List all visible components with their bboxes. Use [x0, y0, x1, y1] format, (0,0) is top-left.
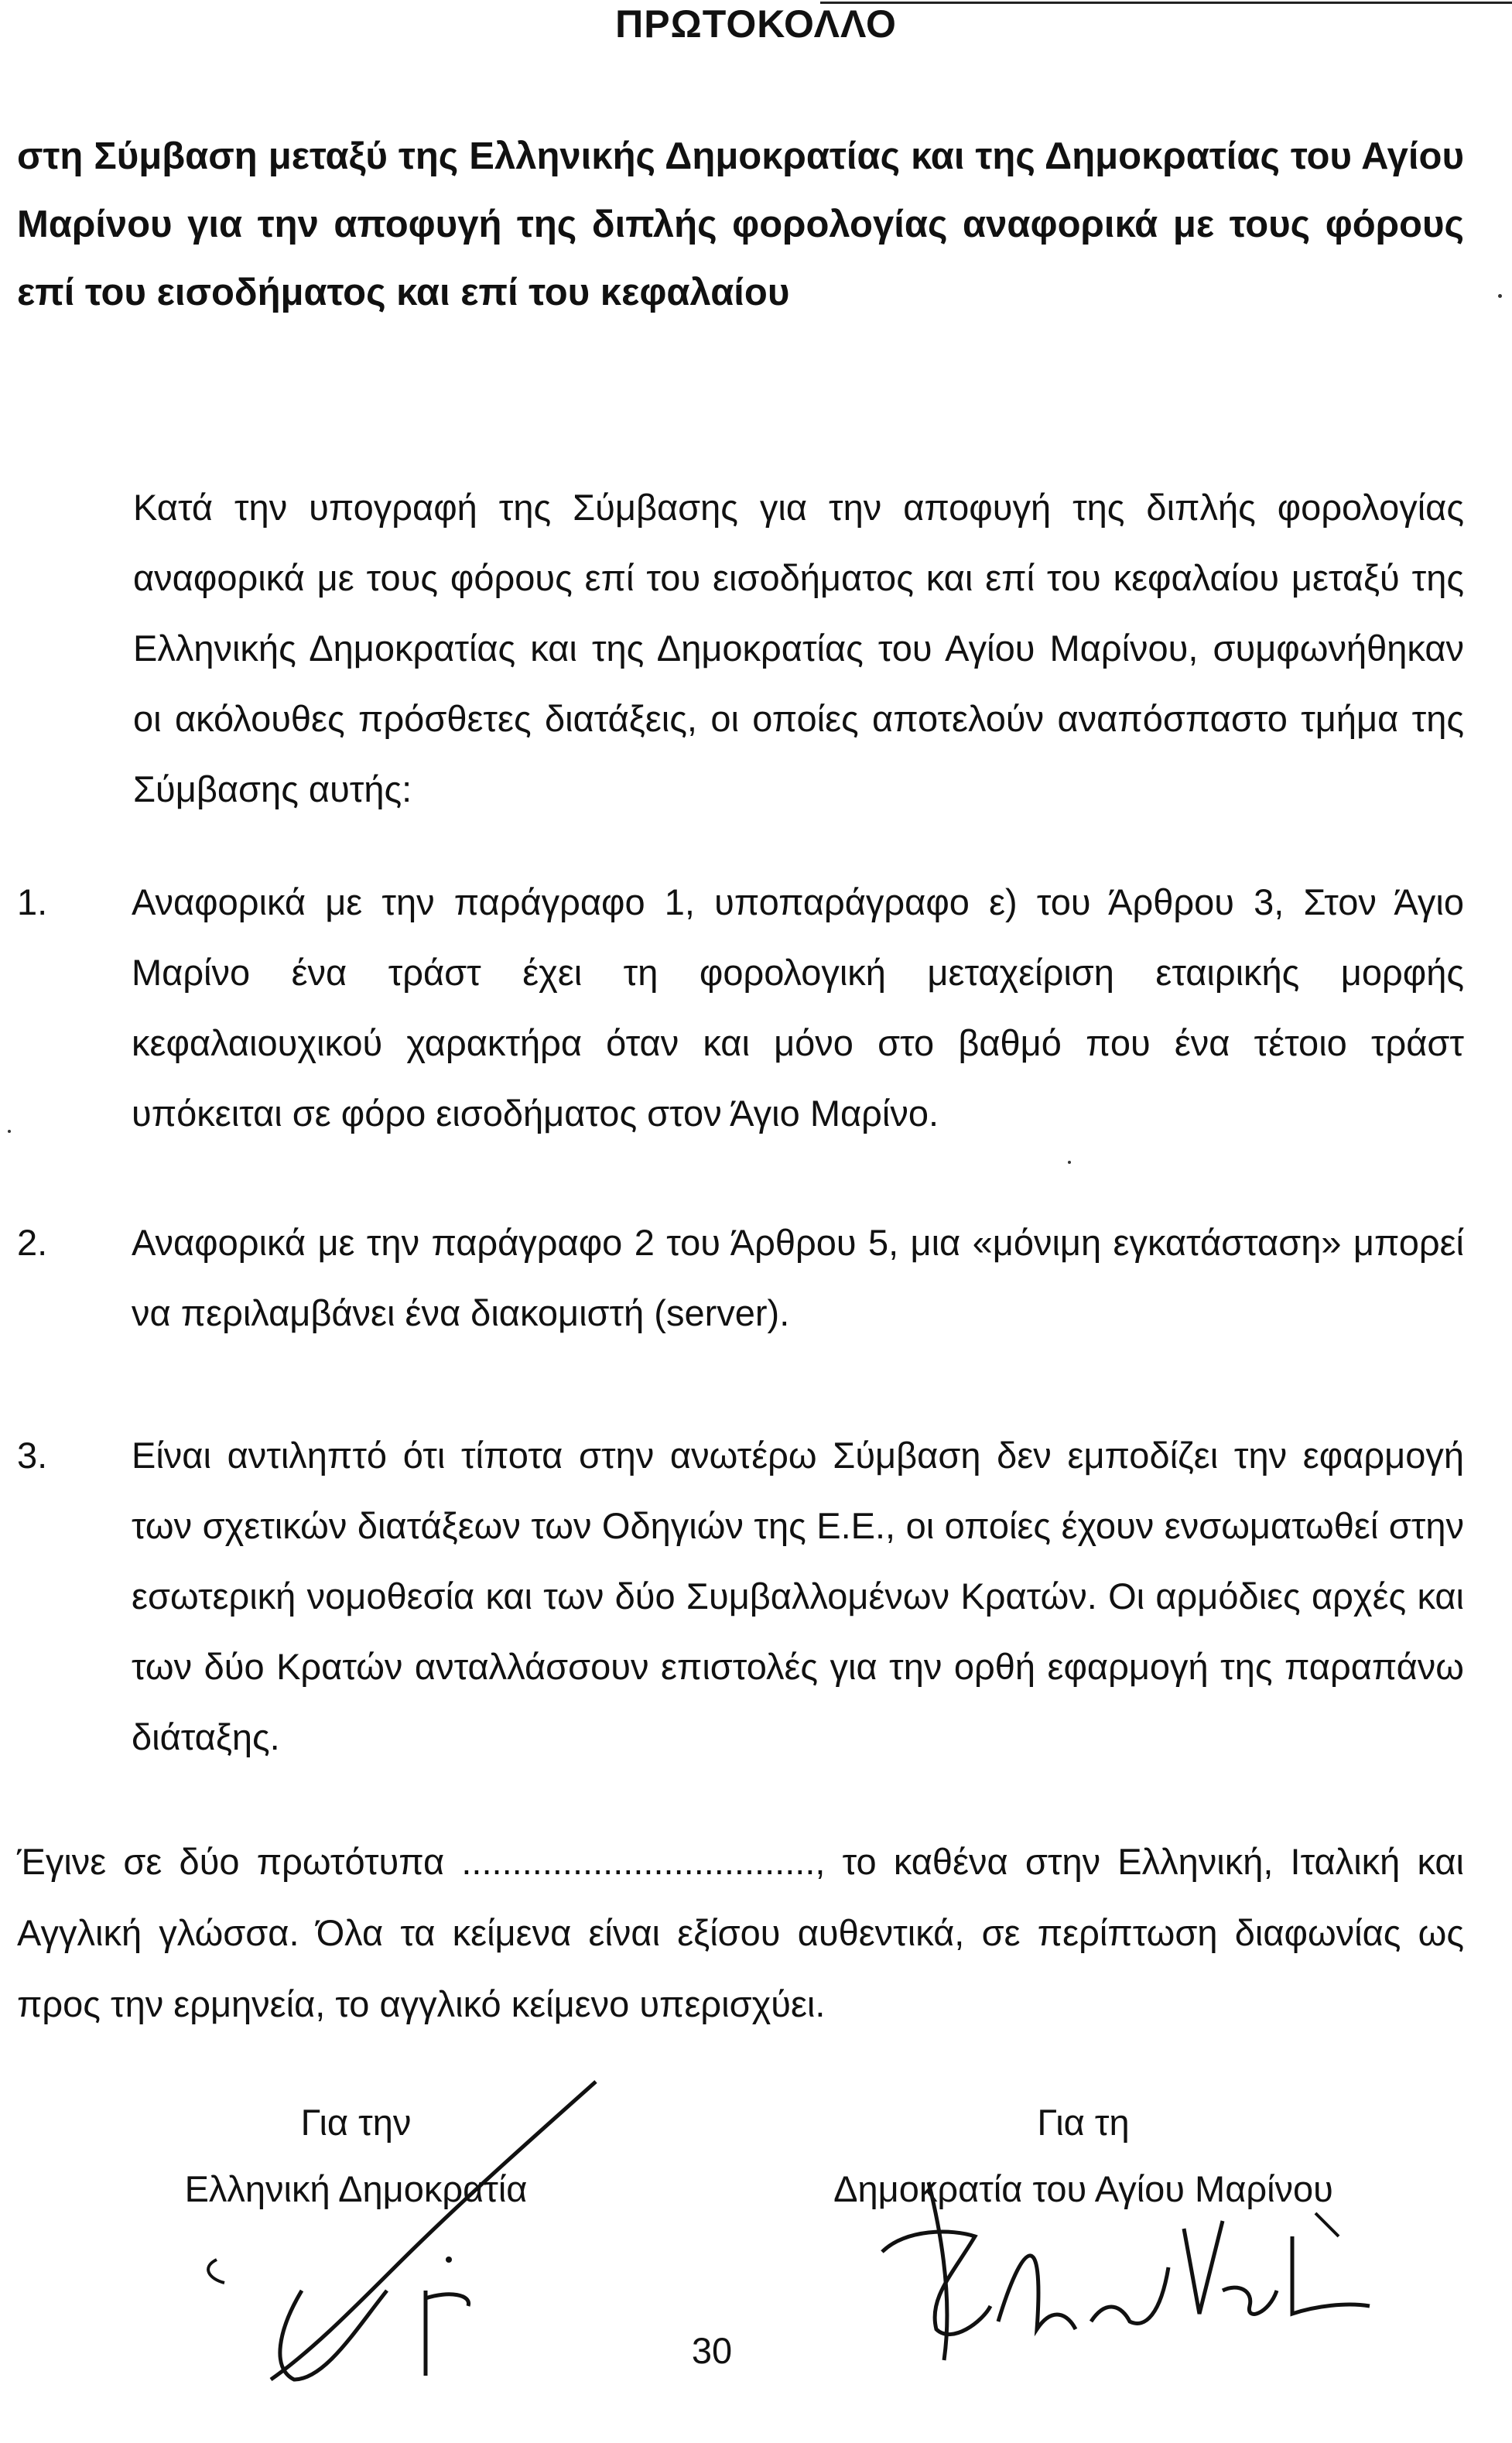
san-marino-handwritten-signature	[836, 2151, 1377, 2383]
signatory-country: Ελληνική Δημοκρατία	[184, 2168, 528, 2209]
scan-speck	[1068, 1161, 1071, 1164]
provision-text: Αναφορικά με την παράγραφο 2 του Άρθρου 5, μια «μόνιμη εγκατάσταση» μπορεί να περιλαμβάνει ένα διακομιστή (server).	[132, 1222, 1464, 1333]
greece-handwritten-signature	[193, 2074, 642, 2383]
signatory-prefix: Για τη	[1037, 2102, 1130, 2143]
page-number: 30	[691, 2330, 733, 2371]
provision-item	[17, 1420, 1464, 1772]
provision-number: 3.	[17, 1435, 48, 1476]
closing-paragraph: Έγινε σε δύο πρωτότυπα ..................................., το καθένα στην Ελληνική, Ιταλική και Αγγλική γλώσσα. Όλα τα κείμενα είναι εξίσου αυθεντικά, σε περίπτωση διαφωνίας ως προς την ερμηνεία, το αγγλικό κείμενο υπερισχύει.	[17, 1841, 1464, 2024]
intro-text: Κατά την υπογραφή της Σύμβασης για την αποφυγή της διπλής φορολογίας αναφορικά με τους φόρους επί του εισοδήματος και επί του κεφαλαίου μεταξύ της Ελληνικής Δημοκρατίας και της Δημοκρατίας του Αγίου Μαρίνου, συμφωνήθηκαν οι ακόλουθες πρόσθετες διατάξεις, οι οποίες αποτελούν αναπόσπαστο τμήμα της Σύμβασης αυτής:	[133, 487, 1464, 809]
signatory-country: Δημοκρατία του Αγίου Μαρίνου	[833, 2168, 1333, 2209]
provision-number: 1.	[17, 881, 48, 922]
protocol-subtitle: στη Σύμβαση μεταξύ της Ελληνικής Δημοκρατίας και της Δημοκρατίας του Αγίου Μαρίνου για την αποφυγή της διπλής φορολογίας αναφορικά με τους φόρους επί του εισοδήματος και επί του κεφαλαίου	[17, 135, 1464, 313]
provision-text: Είναι αντιληπτό ότι τίποτα στην ανωτέρω Σύμβαση δεν εμποδίζει την εφαρμογή των σχετικών διατάξεων των Οδηγιών της Ε.Ε., οι οποίες έχουν ενσωματωθεί στην εσωτερική νομοθεσία και των δύο Συμβαλλομένων Κρατών. Οι αρμόδιες αρχές και των δύο Κρατών ανταλλάσσουν επιστολές για την ορθή εφαρμογή της παραπάνω διάταξης.	[132, 1435, 1464, 1757]
page-title: ΠΡΩΤΟΚΟΛΛΟ	[615, 2, 897, 46]
scan-speck	[8, 1130, 11, 1133]
provision-item	[17, 1207, 1464, 1348]
provision-text: Αναφορικά με την παράγραφο 1, υποπαράγραφο ε) του Άρθρου 3, Στον Άγιο Μαρίνο ένα τράστ έχει τη φορολογική μεταχείριση εταιρικής μορφής κεφαλαιουχικού χαρακτήρα όταν και μόνο στο βαθμό που ένα τέτοιο τράστ υπόκειται σε φόρο εισοδήματος στον Άγιο Μαρίνο.	[132, 881, 1464, 1134]
signatory-prefix: Για την	[300, 2102, 412, 2143]
scan-speck	[1498, 294, 1502, 298]
provision-number: 2.	[17, 1222, 48, 1263]
intro-paragraph	[17, 472, 1464, 824]
provision-item	[17, 867, 1464, 1148]
